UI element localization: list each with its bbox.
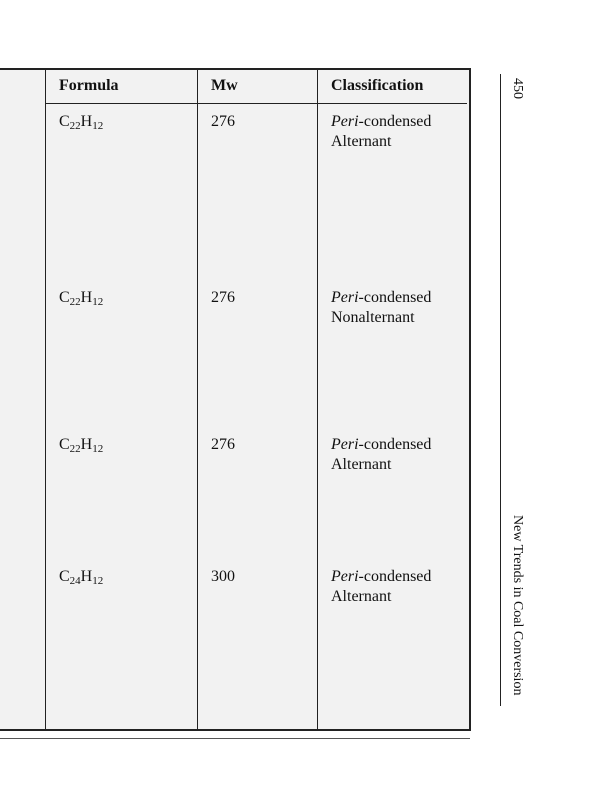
formula-cell: $C_{22}H_{12}$ <box>59 436 104 455</box>
classification-cell: Peri-condensed Alternant <box>331 568 432 605</box>
header-formula: Formula <box>59 77 119 94</box>
column-divider <box>317 70 318 729</box>
column-divider <box>45 70 46 729</box>
header-rule <box>46 103 467 104</box>
header-classification: Classification <box>331 77 424 94</box>
bottom-rule <box>0 738 470 739</box>
classification-cell: Peri-condensed Alternant <box>331 436 432 473</box>
page-number: 450 <box>510 78 525 99</box>
mw-cell: 276 <box>211 436 235 453</box>
mw-cell: 276 <box>211 113 235 130</box>
running-header-rule <box>500 74 501 706</box>
classification-cell: Peri-condensed Nonalternant <box>331 289 432 326</box>
running-title: New Trends in Coal Conversion <box>510 515 525 696</box>
header-mw: Mw <box>211 77 238 94</box>
mw-cell: 276 <box>211 289 235 306</box>
formula-cell: $C_{24}H_{12}$ <box>59 568 104 587</box>
column-divider <box>197 70 198 729</box>
formula-cell: $C_{22}H_{12}$ <box>59 113 104 132</box>
mw-cell: 300 <box>211 568 235 585</box>
classification-cell: Peri-condensed Alternant <box>331 113 432 150</box>
compound-table <box>0 68 471 731</box>
formula-cell: $C_{22}H_{12}$ <box>59 289 104 308</box>
